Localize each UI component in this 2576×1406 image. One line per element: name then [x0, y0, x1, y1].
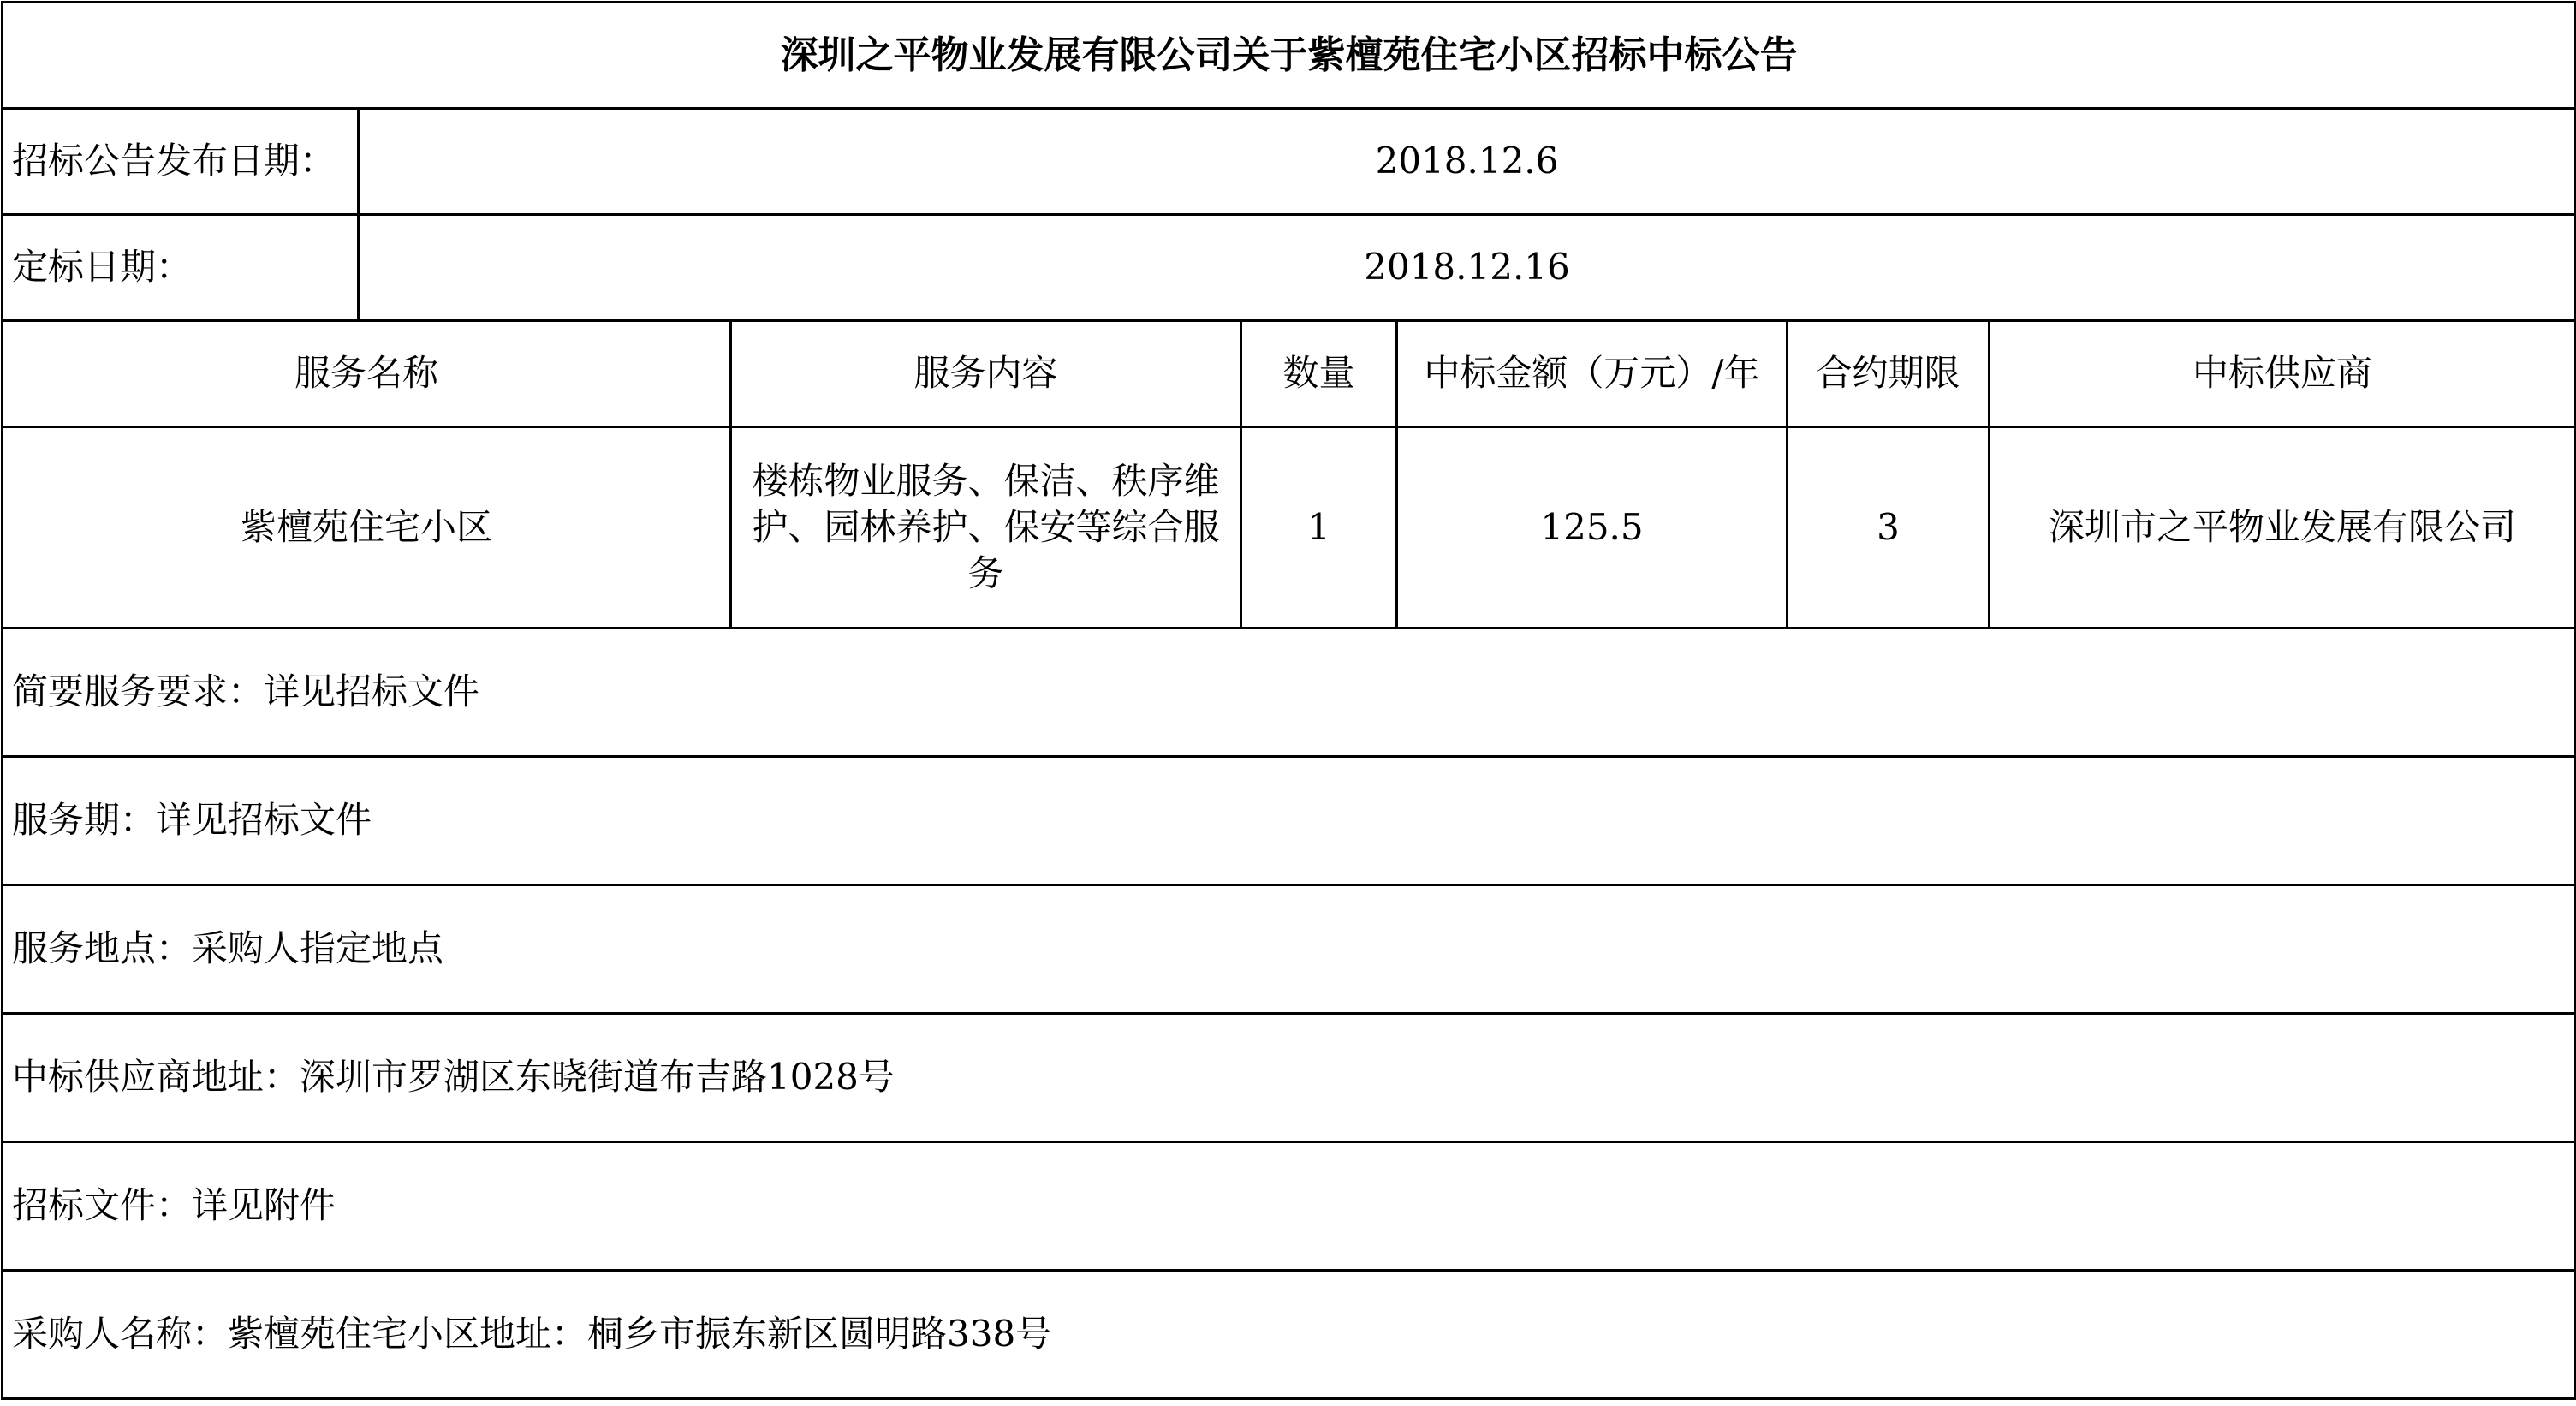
award-date-value: 2018.12.16 — [359, 215, 2576, 321]
info-row-requirements — [3, 629, 2576, 757]
cell-supplier: 深圳市之平物业发展有限公司 — [1990, 427, 2576, 629]
header-service-content: 服务内容 — [731, 321, 1241, 427]
info-supplier-address: 中标供应商地址：深圳市罗湖区东晓街道布吉路1028号 — [3, 1014, 2576, 1142]
info-row-purchaser — [3, 1271, 2576, 1399]
header-term: 合约期限 — [1788, 321, 1990, 427]
header-supplier: 中标供应商 — [1990, 321, 2576, 427]
info-row-supplier-address — [3, 1014, 2576, 1142]
cell-quantity: 1 — [1241, 427, 1397, 629]
table-row — [3, 427, 2576, 629]
announce-date-row — [3, 109, 2576, 215]
table-header-row — [3, 321, 2576, 427]
announcement-table — [1, 1, 2576, 1400]
cell-service-name: 紫檀苑住宅小区 — [3, 427, 731, 629]
header-service-name: 服务名称 — [3, 321, 731, 427]
info-service-period: 服务期：详见招标文件 — [3, 757, 2576, 885]
award-date-label: 定标日期： — [3, 215, 359, 321]
info-row-service-location — [3, 885, 2576, 1014]
announcement-title: 深圳之平物业发展有限公司关于紫檀苑住宅小区招标中标公告 — [3, 3, 2576, 109]
award-date-row — [3, 215, 2576, 321]
info-requirements: 简要服务要求：详见招标文件 — [3, 629, 2576, 757]
info-tender-documents: 招标文件：详见附件 — [3, 1142, 2576, 1271]
announce-date-value: 2018.12.6 — [359, 109, 2576, 215]
info-service-location: 服务地点：采购人指定地点 — [3, 885, 2576, 1014]
announce-date-label: 招标公告发布日期： — [3, 109, 359, 215]
info-purchaser: 采购人名称：紫檀苑住宅小区地址：桐乡市振东新区圆明路338号 — [3, 1271, 2576, 1399]
cell-service-content: 楼栋物业服务、保洁、秩序维护、园林养护、保安等综合服务 — [731, 427, 1241, 629]
cell-amount: 125.5 — [1397, 427, 1788, 629]
info-row-tender-documents — [3, 1142, 2576, 1271]
header-amount: 中标金额（万元）/年 — [1397, 321, 1788, 427]
title-row — [3, 3, 2576, 109]
cell-term: 3 — [1788, 427, 1990, 629]
info-row-service-period — [3, 757, 2576, 885]
header-quantity: 数量 — [1241, 321, 1397, 427]
